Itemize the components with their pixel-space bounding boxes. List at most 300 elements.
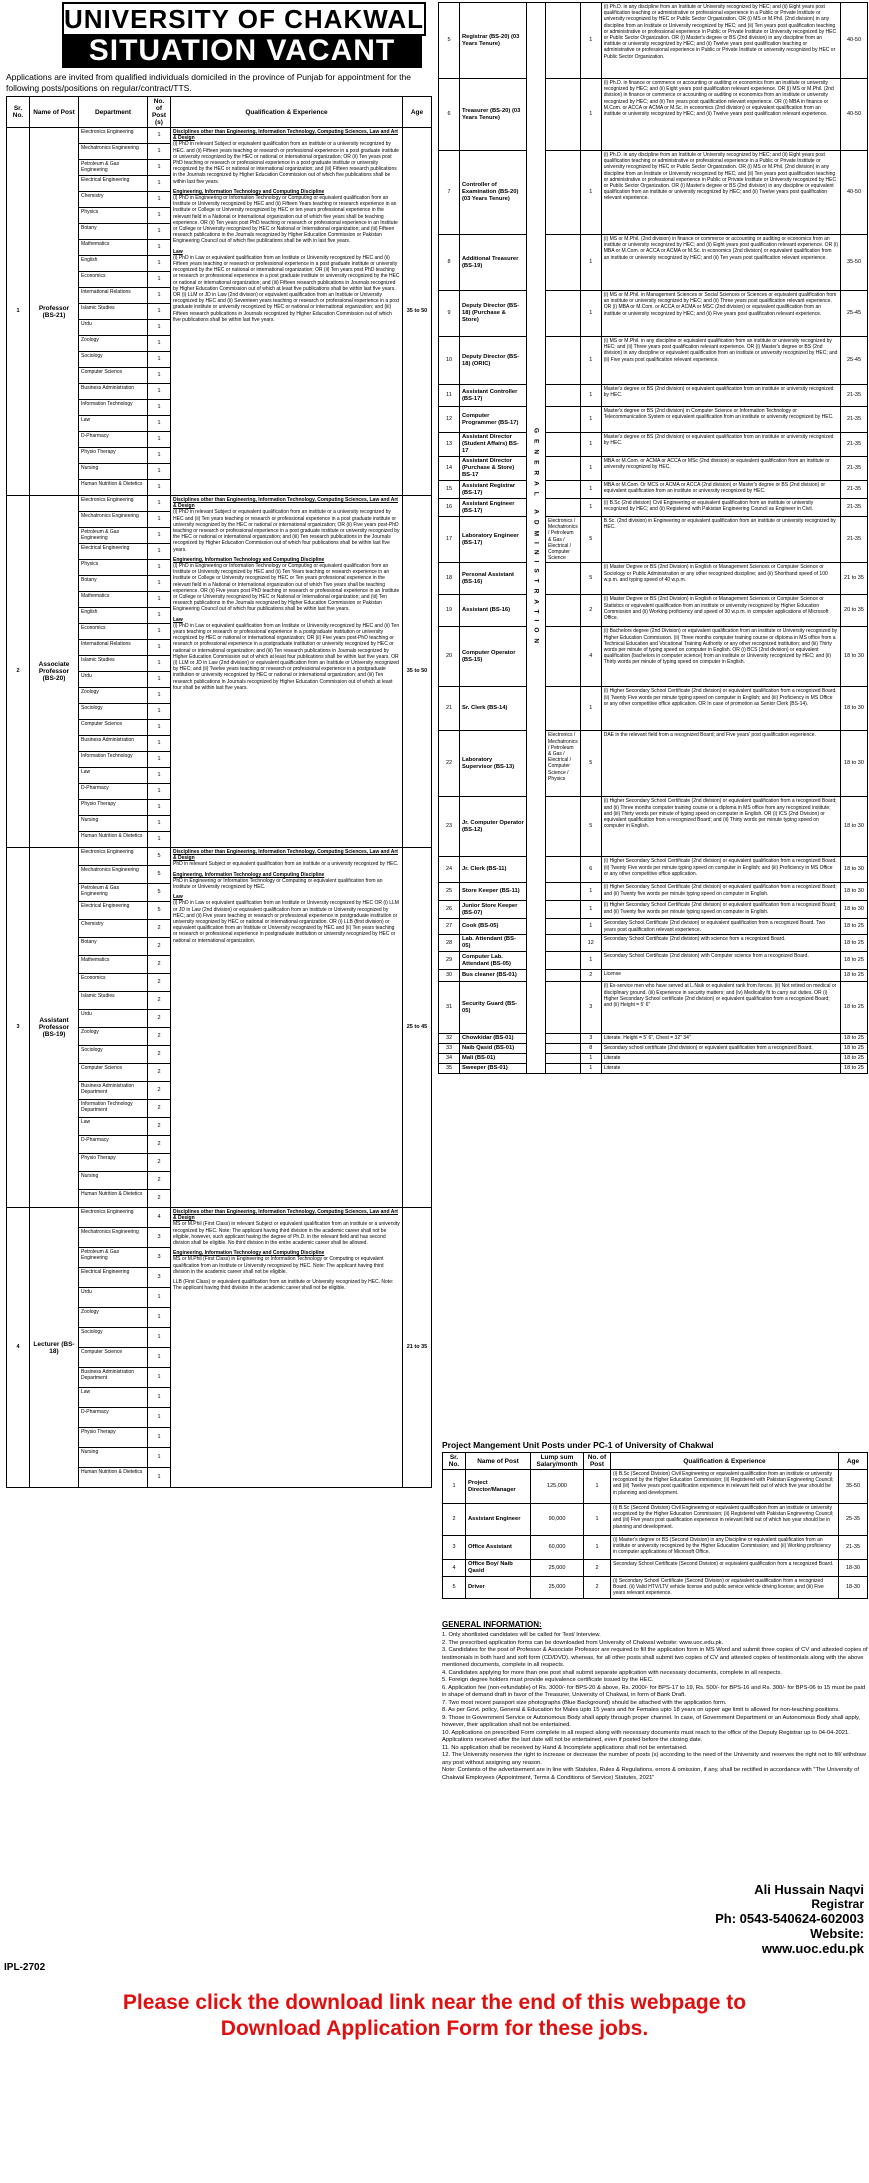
table-row [439,481,868,499]
age-range: 21-35 [841,385,868,407]
post-name: Professor (BS-21) [30,128,79,496]
post-count: 1 [580,235,601,291]
post-count: 1 [148,464,171,480]
qualification-cell: (i) B.Sc (2nd division) Civil Engineering or equivalent qualification from an institute or university recognized by HEC; and (ii) Registered with Pakistan Engineering Council as Engineer in Civil. [601,499,840,517]
post-count: 1 [148,128,171,144]
sr-number: 14 [439,457,460,481]
age-range: 20 to 35 [841,595,868,627]
department-name [546,563,581,595]
qualification-heading: Disciplines other than Engineering, Information Technology, Computing Sciences, Law and Art & Design [173,129,398,142]
department-name: Business Administration [79,384,148,400]
col-dept: Department [79,97,148,128]
general-info-item: 12. The University reserves the right to increase or decrease the number of posts (s) according to the need of the University and reserves the right not to fill/ withdraw any post without assigning any reason. [442,1752,866,1766]
age-range: 25-45 [841,291,868,337]
qualification-heading: Disciplines other than Engineering, Information Technology, Computing Sciences, Law and Art & Design [173,849,398,862]
post-count: 1 [580,291,601,337]
post-name: Treasurer (BS-20) (03 Years Tenure) [460,79,527,151]
table-row [439,385,868,407]
general-info-item: 8. As per Govt. policy, General & Education for Males upto 15 years and for Females upto 18 years on upper age limit is allowed for non-teaching positions. [442,1707,840,1713]
post-count: 1 [148,224,171,240]
general-info-item: 7. Two most recent passport size photographs (Blue Background) should be attached with the application form. [442,1699,727,1706]
qualification-text: (i) PhD in Law or equivalent qualification from an Institute or University recognized by HEC and (ii) Fifteen years teaching or research or professional experience in a post graduate institute or university recognized by the HEC or national or international organization; OR (ii) Ten years post PhD teaching or research or professional experience in a post graduate institute or university recognized by the HEC or national or international organization; and (iii) Fifteen research publications in Journals recognized by Higher Education Commission out of which at least five publications shall be within last five years. OR (i) LLM or JD in Law (2nd division) or equivalent qualification from an Institute or University recognized by HEC and (ii) Seventeen years teaching or research or professional experience in a post graduate institute or university recognized by HEC or national or international organization; and (iii) Fifteen research publications in Journals recognized by Higher Education Commission out of which five publications shall be within last five years. [173,254,400,323]
table-row [439,517,868,563]
sr-number: 21 [439,687,460,731]
table-row [443,1470,868,1504]
post-count: 2 [584,1560,611,1577]
post-count: 8 [580,1044,601,1054]
post-name: Assistant Engineer [466,1504,531,1536]
table-row [443,1504,868,1536]
department-name: Economics [79,272,148,288]
department-name: Islamic Studies [79,656,148,672]
table-row [439,595,868,627]
post-name: Lab. Attendant (BS-05) [460,935,527,952]
age-range: 18 to 30 [841,687,868,731]
faculty-table-body [7,128,432,1488]
general-info-item: 5. Foreign degree holders must provide equivalence certificate issued by the HEC. [442,1677,654,1683]
post-count: 5 [148,848,171,866]
post-count: 1 [148,560,171,576]
qualification-cell: (i) Bachelors degree (2nd Division) or equivalent qualification from an institute or University recognized by Higher Education Commission. (ii) Three months computer training course or diploma in MS office from a Technical Education and Vocational Training Authority or any other recognized institution; and (iii) Thirty words per minute of typing speed on computer in English. OR (i) BCS (2nd division) or equivalent qualification (bachelors in computer science) from an institute or University recognized by HEC; and (ii) Thirty words per minute of typing speed on computer in English. [601,627,840,687]
signatory-name: Ali Hussain Naqvi [754,1882,864,1897]
department-name: Electrical Engineering [79,176,148,192]
department-name [546,935,581,952]
ipl-code: IPL-2702 [4,1962,46,1973]
department-name [546,687,581,731]
post-name: Laboratory Engineer (BS-17) [460,517,527,563]
department-name: Sociology [79,1328,148,1348]
department-name: Physio Therapy [79,800,148,816]
qualification-text: PhD in Engineering or Information Technology or Computing or equivalent qualification from an Institute or University recognized by HEC. [173,877,383,891]
age-range: 21-35 [841,457,868,481]
sr-number: 28 [439,935,460,952]
qualification-cell: (i) Higher Secondary School Certificate (2nd division) or equivalent qualification from a recognized Board. (ii) Twenty Five words per minute typing speed on computer in English; and (iii) Proficiency in MS Office or any other competitive office application. OR In case of promotion as Senior Clerk (BS-14). [601,687,840,731]
sr-number: 26 [439,901,460,919]
post-count: 1 [148,528,171,544]
department-name [546,151,581,235]
post-count: 1 [580,687,601,731]
qualification-heading: Law [173,894,183,901]
post-name: Project Director/Manager [466,1470,531,1504]
qualification-text: MS or M.Phil (First Class) in relevant Subject or equivalent qualification from an institute or a university recognized by HEC. Note: The applicant having third division in the academic career shall not be eligible, however, such applicant having the degree of Ph.D. in the relevant field and has second division shall be eligible. No third division in the entire academic career shall be allowed. [173,1221,400,1247]
qualification-text: (i) PhD in Engineering or Information Technology or Computing or equivalent qualification from an Institute or University recognized by HEC and (ii) Ten Years teaching or research experience in an Institute or College or University recognized by HEC or Ten years professional experience in the relevant field in a National or International organization out of which Two years shall be teaching experience. OR (ii) Five years post PhD teaching or research or professional experience in an Institute or College or University recognized by HEC or National or International organization; and (iii) Ten research publications in the Journals recognized by Higher Education Commission or Pakistan Engineering Council out of which four publications shall be within last five years. [173,563,400,613]
intro-text: Applications are invited from qualified individuals domiciled in the province of Punjab for appointment for the following posts/positions on regular/contract/TTS. [6,72,411,93]
qualification-cell: Literate. Height = 5' 6", Chest = 32" 34" [601,1034,840,1044]
admin-table-body [439,3,868,1074]
qualification-cell: (i) Ex-service men who have served at L.Naik or equivalent rank from forces. (ii) Not retired on medical or disciplinary ground. (iii) Experience in security matters; and (iv) Medically fit to carry out duties. OR (i) Higher Secondary School certificate (2nd division) or equivalent qualification from a recognized Board; and (ii) Height = 5' 6" [601,982,840,1034]
department-name [546,407,581,433]
age-range: 21-35 [841,517,868,563]
post-name: Laboratory Supervisor (BS-13) [460,731,527,797]
table-row [439,970,868,982]
department-name [546,627,581,687]
qualification-text: (i) PhD in Law or equivalent qualification from an Institute or University recognized by HEC and (ii) Ten years teaching or research or professional experience in a postgraduate institution or university recognized by HEC or national or international organization; OR (ii) Five years post-PhD teaching or research or professional experience in a postgraduate institution or university recognized by HEC or national or international organization; and (iii) Ten research publications in Journals recognized by Higher Education Commission out of which at least four publications shall be within last five years. OR (i) LLM or JD in Law (2nd division) or equivalent qualification from an Institute or University recognized by HEC; and (ii) Twelve years teaching or research or professional experience in a postgraduate institution or university recognized by HEC or national or international organization; and (iii) Ten research publications in Journals recognized by Higher Education Commission out of which at least four shall be within last five years. [173,622,400,691]
sr-number: 2 [443,1504,466,1536]
department-name: Petroleum & Gas Engineering [79,1248,148,1268]
age-range: 21-35 [841,407,868,433]
post-count: 1 [584,1504,611,1536]
post-count: 1 [148,656,171,672]
sr-number: 29 [439,952,460,970]
download-notice-line2: Download Application Form for these jobs. [220,2017,649,2040]
post-count: 1 [148,624,171,640]
post-name: Chowkidar (BS-01) [460,1034,527,1044]
table-row [439,797,868,857]
post-count: 1 [580,151,601,235]
qualification-cell: MBA or M.Com. or ACMA or ACCA or MSc (2nd division) or equivalent qualification from an institute or university recognized by HEC. [601,457,840,481]
department-name [546,901,581,919]
post-name: Office Boy/ Naib Qasid [466,1560,531,1577]
post-count: 2 [148,1190,171,1208]
department-name: Nursing [79,816,148,832]
qualification-cell: MBA or M.Com. Or MCS or ACMA or ACCA (2nd division) or Master's degree or BS (2nd division) or equivalent qualification from an institute or university recognized by HEC. [601,481,840,499]
age-range: 35 to 50 [403,128,432,496]
post-count: 1 [148,1368,171,1388]
post-count: 1 [148,672,171,688]
situation-vacant-banner: SITUATION VACANT [62,34,422,68]
post-count: 1 [148,368,171,384]
department-name: English [79,256,148,272]
faculty-table [6,96,432,1488]
department-name: Electrical Engineering [79,1268,148,1288]
post-count: 4 [580,627,601,687]
department-name [546,970,581,982]
post-name: Driver [466,1577,531,1599]
post-count: 1 [148,288,171,304]
pmu-title: Project Mangement Unit Posts under PC-1 of University of Chakwal [442,1440,714,1450]
sr-number: 32 [439,1034,460,1044]
qualification-text: (i) PhD in Engineering or Information Technology or Computing or equivalent qualification from an Institute or University recognized by HEC and (ii) Fifteen Years teaching or research experience in an Institute or College or University recognized by HEC or ten years professional experience in the relevant field in a National or International organization out of which five years shall be teaching experience. OR (ii) Ten years post PhD teaching or research or professional experience in an Institute or College or University recognized by HEC or National or International organization; and (iii) Fifteen research publications in the Journals recognized by Higher Education Commission or Pakistan Engineering Council out of which five publications shall be with in last five years. [173,195,398,245]
table-row [439,457,868,481]
post-name: Jr. Computer Operator (BS-12) [460,797,527,857]
contact-website[interactable]: Website: www.uoc.edu.pk [761,1926,864,1956]
age-range: 18 to 25 [841,1034,868,1044]
post-count: 1 [580,1054,601,1064]
qualification-cell: License [601,970,840,982]
qualification-cell: Secondary School Certificate (2nd division) with science from a recognized Board. [601,935,840,952]
sr-number: 13 [439,433,460,457]
col-post: Name of Post [30,97,79,128]
sr-number: 33 [439,1044,460,1054]
table-row [439,731,868,797]
salary: 90,000 [531,1504,584,1536]
sr-number: 24 [439,857,460,883]
qualification-text: PhD in relevant Subject or equivalent qualification from an institute or a university recognized by HEC. [173,861,399,868]
age-range: 18-30 [839,1560,868,1577]
post-count: 3 [148,1268,171,1288]
department-name [546,883,581,901]
post-count: 1 [580,3,601,79]
qualification-cell: Master's degree or BS (2nd division) or equivalent qualification from an institute or university recognized by HEC. [601,433,840,457]
department-name: Business Administration [79,736,148,752]
post-count: 1 [148,752,171,768]
post-count: 5 [580,517,601,563]
department-name [546,337,581,385]
department-name: English [79,608,148,624]
department-name: Information Technology Department [79,1100,148,1118]
qualification-cell: (i) Master Degree or BS (2nd Division) in English or Management Sciences or Computer Science or Sociology or Public Administration or any other recognized discipline; and (ii) Shorthand speed of 100 w.p.m. and typing speed of 40 w.p.m. [601,563,840,595]
table-row [443,1560,868,1577]
pmu-table-body [443,1470,868,1599]
department-name: Zoology [79,336,148,352]
qualification-cell [171,848,403,1208]
department-name: Physio Therapy [79,1154,148,1172]
department-name: Petroleum & Gas Engineering [79,884,148,902]
qualification-cell: Secondary School Certificate (2nd division) with Computer science from a recognized Board. [601,952,840,970]
post-count: 1 [580,499,601,517]
department-name [546,857,581,883]
post-name: Assistant Engineer (BS-17) [460,499,527,517]
table-row [439,1054,868,1064]
qualification-text: (i) PhD in relevant Subject or equivalent qualification from an institute or a university recognized by HEC. and (ii) Fifteen years teaching or research or professional experience in a post graduate institute or university recognized by the HEC or national or international organization; OR (ii) Ten years post PhD teaching or research or professional experience in a post graduate institute or university recognized by the HEC or national or international organization; and (iii) Fifteen research publications in the Journals recognized by Higher Education Commission out of which five publications shall be within last five years. [173,141,399,185]
general-info-title: GENERAL INFORMATION: [442,1620,542,1629]
post-count: 1 [148,768,171,784]
general-info-item: 10. Applications on prescribed Form complete in all respect along with necessary documents must reach to the office of the Deputy Registrar up to 04-04-2021. Applications received after the last date will not be entertained, even if posted before the closing date. [442,1729,850,1743]
post-count: 2 [148,938,171,956]
qualification-cell: (i) Ph.D. in finance or commerce or accounting or auditing or economics from an institute or university recognized by HEC; and (ii) Eight years post qualification relevant experience. OR (i) MS or M.Phil. (2nd division) in finance or commerce or accounting or auditing or economics from an institute or university recognized by HEC; and (ii) Ten years post qualification relevant experience. OR (i) MBA in finance or M.Com. or ACCA or ACMA or M.Sc. in economics (2nd division) or equivalent qualification from an institute or university recognized by HEC; and (ii) Twelve years post qualification relevant experience. [601,79,840,151]
table-row [439,883,868,901]
post-count: 1 [148,144,171,160]
qualification-cell: (i) MS or M.Phil. in Management Sciences or Social Sciences or Sciences or equivalent qualification from an institute or university recognized by HEC; and (ii) Three years post qualification relevant experience. OR (i) MBA or M.Com. or ACCA or ACMA or MSC (2nd division) or equivalent qualification from an institute or university recognized by HEC; and (ii) Five years post qualification relevant experience. [601,291,840,337]
department-name: Computer Science [79,1348,148,1368]
department-name: Petroleum & Gas Engineering [79,160,148,176]
table-row [439,433,868,457]
contact-phone: Ph: 0543-540624-602003 [715,1911,864,1926]
post-count: 1 [148,512,171,528]
department-name: Law [79,1118,148,1136]
pmu-table-header [443,1453,868,1470]
post-name: Sweeper (BS-01) [460,1064,527,1074]
post-count: 1 [148,640,171,656]
sr-number: 7 [439,151,460,235]
department-name: Information Technology [79,400,148,416]
age-range: 35-50 [839,1470,868,1504]
department-name: Human Nutrition & Dietetics [79,832,148,848]
sr-number: 25 [439,883,460,901]
table-row [439,982,868,1034]
qualification-cell [171,128,403,496]
age-range: 21-35 [841,433,868,457]
department-name: Mechatronics Engineering [79,512,148,528]
post-name: Assistant Director (Student Affairs) BS-17 [460,433,527,457]
qualification-cell: DAE in the relevant field from a recognized Board; and Five years' post qualification experience. [601,731,840,797]
post-count: 1 [148,400,171,416]
qualification-cell: (i) Higher Secondary School Certificate (2nd division) or equivalent qualification from a recognized Board. (ii) Twenty Five words per minute typing speed on computer in English; and (iii) Proficiency in MS Office or any other competitive office application. [601,857,840,883]
sr-number: 1 [443,1470,466,1504]
qualification-cell: (i) Higher Secondary School Certificate (2nd division) or equivalent qualification from a recognized Board; and (ii) Twenty five words per minute typing speed on computer in English. [601,883,840,901]
table-row [439,1034,868,1044]
post-count: 1 [148,160,171,176]
post-count: 1 [148,1468,171,1488]
col-sr: Sr. No. [7,97,30,128]
post-count: 5 [148,884,171,902]
table-row [439,935,868,952]
age-range: 18 to 30 [841,731,868,797]
post-count: 1 [580,457,601,481]
department-name: Islamic Studies [79,992,148,1010]
post-count: 4 [148,1208,171,1228]
department-name [546,797,581,857]
post-count: 1 [148,1448,171,1468]
post-count: 1 [148,480,171,496]
table-row [439,687,868,731]
table-row [439,499,868,517]
department-name: D-Pharmacy [79,784,148,800]
department-name: International Relations [79,640,148,656]
department-name: Mechatronics Engineering [79,866,148,884]
post-count: 2 [580,595,601,627]
post-count: 2 [584,1577,611,1599]
table-row [439,3,868,79]
age-range: 18 to 30 [841,857,868,883]
post-count: 1 [148,240,171,256]
department-name: Zoology [79,688,148,704]
qualification-cell: Master's degree or BS (2nd division) or equivalent qualification from an institute or university recognized by HEC. [601,385,840,407]
age-range: 21-35 [841,481,868,499]
post-count: 1 [580,385,601,407]
col-age: Age [403,97,432,128]
department-name: Mathematics [79,592,148,608]
post-count: 1 [148,704,171,720]
signatory-role: Registrar [811,1897,864,1911]
download-notice[interactable] [0,1990,869,2042]
col-posts: No. of Post (s) [148,97,171,128]
qualification-cell: (i) Ph.D. in any discipline from an Institute or University recognized by HEC; and (ii) Eight years post qualification teaching or administrative or professional experience in a Public or Private Institute or university recognized by HEC or Public Sector Organization. OR (i) MS or M.Phil. (2nd division) in any discipline from an Institute or University recognized by HEC; and (ii) Ten years post qualification teaching or administrative or professional experience in Public or Private Institute or University recognized by HEC or Public Sector Organization. OR (i) Master's degree or BS (2nd division) in any discipline or equivalent qualification from an institute or university recognized by HEC; and (ii) Twelve years post qualification relevant experience. [601,151,840,235]
post-count: 1 [148,608,171,624]
department-name: Urdu [79,320,148,336]
department-name [546,433,581,457]
post-count: 2 [148,1136,171,1154]
post-count: 1 [148,256,171,272]
post-count: 5 [580,731,601,797]
department-name: Nursing [79,464,148,480]
sr-number: 1 [7,128,30,496]
table-row [439,1044,868,1054]
department-name: Mechatronics Engineering [79,144,148,160]
post-count: 6 [580,857,601,883]
general-info-item: 11. No application shall be received by Hand & Incomplete applications shall not be entertained. [442,1744,688,1751]
salary: 125,000 [531,1470,584,1504]
salary: 25,000 [531,1577,584,1599]
post-count: 1 [148,800,171,816]
department-name: Electronics Engineering [79,496,148,512]
sr-number: 3 [7,848,30,1208]
age-range: 18 to 25 [841,1054,868,1064]
department-name: Human Nutrition & Dietetics [79,480,148,496]
sr-number: 35 [439,1064,460,1074]
qualification-cell: Literate [601,1064,840,1074]
post-count: 1 [148,592,171,608]
post-count: 1 [148,544,171,560]
sr-number: 2 [7,496,30,848]
post-name: Computer Lab. Attendant (BS-05) [460,952,527,970]
age-range: 18 to 30 [841,627,868,687]
department-name: Economics [79,974,148,992]
age-range: 21 to 35 [841,563,868,595]
post-count: 1 [148,832,171,848]
post-count: 2 [148,1100,171,1118]
post-count: 1 [580,1064,601,1074]
post-count: 1 [148,1388,171,1408]
table-row [439,235,868,291]
table-row [439,337,868,385]
post-count: 1 [584,1536,611,1560]
post-name: Assistant Professor (BS-19) [30,848,79,1208]
age-range: 25 to 45 [403,848,432,1208]
post-count: 2 [148,1010,171,1028]
qualification-cell: Secondary school certificate (2nd division) or equivalent qualification from a recognized Board. [601,1044,840,1054]
age-range: 40-50 [841,3,868,79]
department-name: Physio Therapy [79,1428,148,1448]
post-count: 1 [148,1348,171,1368]
post-count: 1 [148,736,171,752]
table-row [439,952,868,970]
qualification-cell: (i) Master Degree or BS (2nd Division) in English or Management Sciences or Computer Science or Statistics or equivalent qualification from an institute or university recognized by Higher Education Commission and (ii) Working proficiency and speed of 30 w.p.m. in computer applications of Microsoft Office. [601,595,840,627]
department-name [546,919,581,935]
sr-number: 34 [439,1054,460,1064]
table-row [439,1064,868,1074]
age-range: 18 to 25 [841,982,868,1034]
post-count: 1 [580,919,601,935]
post-count: 5 [148,902,171,920]
sr-number: 15 [439,481,460,499]
post-count: 1 [584,1470,611,1504]
general-info-item: 2. The prescribed application forms can be downloaded from University of Chakwal website: www.uoc.edu.pk. [442,1639,724,1646]
salary: 60,000 [531,1536,584,1560]
table-row [439,407,868,433]
post-count: 1 [148,448,171,464]
post-count: 1 [148,1428,171,1448]
department-name: Mathematics [79,956,148,974]
table-row [7,128,432,144]
qualification-cell: (i) MS or M.Phil. (2nd division) in finance or commerce or accounting or auditing or economics from an institute or university recognized by HEC; and (ii) Eight years post qualification relevant experience. OR (i) MBA or M.Com. or ACCA or ACMA or M.Sc. in economics (2nd division) or equivalent qualification from an institute or university recognized by HEC; and (ii) Ten years post qualification relevant experience. [601,235,840,291]
department-name: Electronics Engineering [79,1208,148,1228]
post-count: 2 [580,970,601,982]
post-name: Additional Treasurer (BS-19) [460,235,527,291]
post-name: Store Keeper (BS-11) [460,883,527,901]
age-range: 25-35 [839,1504,868,1536]
post-count: 1 [148,1288,171,1308]
post-name: Computer Programmer (BS-17) [460,407,527,433]
qualification-text: LLB (First Class) or equivalent qualification from an institute or University recognized by HEC. Note: The applicant having third division in the academic career shall not be eligible. [173,1279,394,1292]
qualification-cell: (i) Higher Secondary School Certificate (2nd division) or equivalent qualification from a recognized Board; and (ii) Three months computer training course or a diploma in MS office from any recognized institute; and (iii) Thirty words per minute of typing speed on computer in English. OR (i) ICS (2nd Division) or equivalent qualification from a recognized Board; and (ii) Thirty words per minute typing speed on computer in English. [601,797,840,857]
department-name: Human Nutrition & Dietetics [79,1190,148,1208]
table-row [439,79,868,151]
post-name: Associate Professor (BS-20) [30,496,79,848]
post-count: 1 [580,407,601,433]
post-count: 2 [148,1172,171,1190]
qualification-heading: Engineering, Information Technology and Computing Discipline [173,1250,325,1257]
age-range: 18 to 25 [841,1064,868,1074]
qualification-cell: (i) MS or M.Phil. in any discipline or equivalent qualification from an institute or university recognized by HEC; and (ii) Three years post qualification relevant experience. OR (i) Master's degree or BS (2nd division) in any discipline or equivalent qualification from an institute or university recognized by HEC; and (ii) Five years post qualification relevant experience. [601,337,840,385]
post-count: 1 [148,320,171,336]
department-name: Electronics Engineering [79,848,148,866]
department-name: International Relations [79,288,148,304]
general-info-item: 9. Those in Government Service or Autonomous Body shall apply through proper channel. In case, of Government Department or an Autonomous Body shall apply, however, their application shall not be entertained. [442,1714,861,1728]
general-info-list [442,1632,868,1782]
pmu-col-salary: Lump sum Salary/month [531,1453,584,1470]
post-name: Personal Assistant (BS-16) [460,563,527,595]
department-name [546,1044,581,1054]
department-name: Mathematics [79,240,148,256]
department-name [546,952,581,970]
sr-number: 30 [439,970,460,982]
age-range: 18 to 25 [841,1044,868,1054]
table-row [443,1536,868,1560]
post-name: Sr. Clerk (BS-14) [460,687,527,731]
post-count: 1 [148,304,171,320]
department-name: Chemistry [79,920,148,938]
